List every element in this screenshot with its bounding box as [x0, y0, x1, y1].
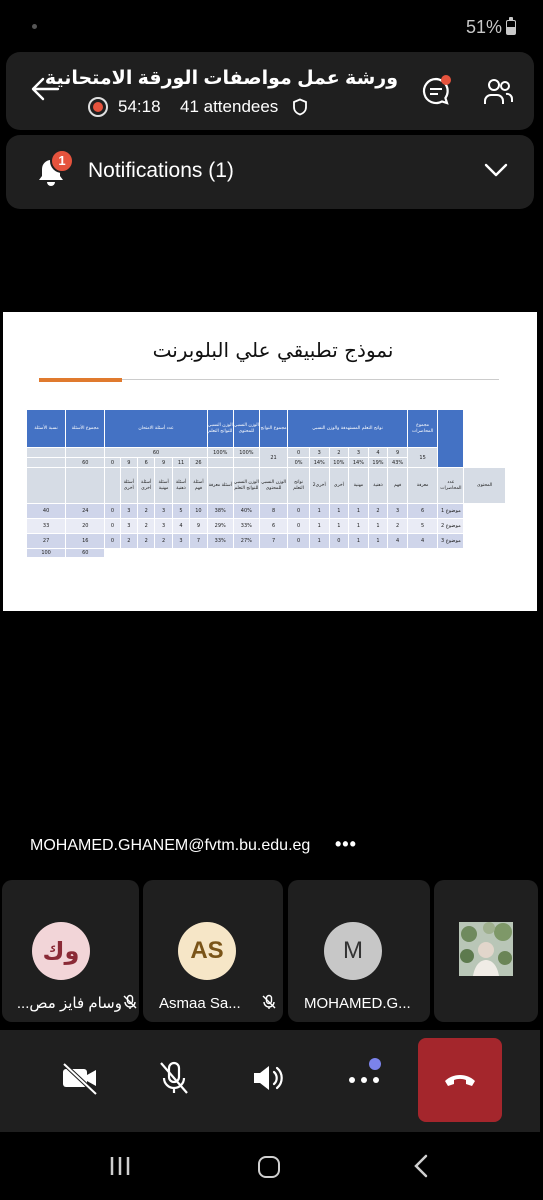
table-cell: 2	[368, 504, 388, 519]
table-cell: 1	[349, 534, 369, 549]
table-cell: 2	[155, 534, 172, 549]
table-cell: 2	[120, 534, 137, 549]
call-controls	[0, 1030, 540, 1132]
table-totals-row	[27, 549, 506, 558]
table-label-cell: أسئلة معرفة	[207, 468, 233, 504]
notifications-bar[interactable]	[6, 135, 534, 209]
table-cell: 9	[155, 458, 172, 468]
avatar: وك	[32, 922, 90, 980]
table-cell: 6	[407, 504, 437, 519]
table-cell: 27%	[233, 534, 259, 549]
meeting-timer: 54:18	[118, 97, 161, 116]
participant-tile[interactable]	[2, 880, 139, 1022]
table-weights-row	[27, 448, 506, 458]
chevron-down-icon[interactable]	[484, 162, 508, 178]
table-cell: 1	[368, 519, 388, 534]
table-cell: 0	[288, 534, 310, 549]
table-cell: 2	[388, 519, 408, 534]
table-cell: 33	[27, 519, 66, 534]
table-cell: 24	[66, 504, 105, 519]
table-row	[27, 534, 506, 549]
participant-name: Asmaa Sa...	[159, 995, 241, 1012]
table-label-cell: أخري2	[309, 468, 329, 504]
table-cell: 10%	[329, 458, 349, 468]
table-cell: 7	[190, 534, 207, 549]
status-dot	[32, 24, 37, 29]
chat-icon[interactable]	[418, 74, 454, 110]
table-label-row	[27, 468, 506, 504]
table-cell: 3	[155, 519, 172, 534]
table-cell: 3	[120, 504, 137, 519]
table-cell: 14%	[309, 458, 329, 468]
table-cell: 9	[190, 519, 207, 534]
table-cell: 0%	[288, 458, 310, 468]
table-header-cell: الوزن النسبي للنواتج التعلم	[207, 410, 233, 448]
table-header-cell: عدد أسئلة الامتحان	[105, 410, 207, 448]
table-cell: 1	[349, 519, 369, 534]
participant-name: وسام فايز مص...	[16, 995, 122, 1012]
table-cell: 4	[172, 519, 189, 534]
avatar: AS	[178, 922, 236, 980]
table-header-cell: نواتج التعلم المستهدفة والوزن النسبي	[288, 410, 408, 448]
table-header-cell	[438, 410, 464, 468]
table-cell: 3	[155, 504, 172, 519]
hang-up-button[interactable]	[418, 1038, 502, 1122]
table-cell: 0	[329, 534, 349, 549]
table-label-cell: المحتوى	[464, 468, 506, 504]
table-cell: موضوع 1	[438, 504, 464, 519]
table-header-cell: مجموع النواتج	[259, 410, 287, 448]
table-cell: 38%	[207, 504, 233, 519]
table-cell: 1	[309, 504, 329, 519]
table-cell: 1	[309, 534, 329, 549]
table-cell: 5	[407, 519, 437, 534]
table-cell: 8	[259, 504, 287, 519]
table-label-cell: أسئلة مهنية	[155, 468, 172, 504]
table-cell: 0	[288, 448, 310, 458]
status-bar	[0, 0, 540, 52]
self-avatar-photo	[459, 922, 513, 976]
table-cell: 5	[172, 504, 189, 519]
table-cell: 14%	[349, 458, 369, 468]
people-icon[interactable]	[482, 76, 514, 108]
table-header-cell: مجموع الأسئلة	[66, 410, 105, 448]
table-cell: 33%	[207, 534, 233, 549]
slide-accent-bar	[39, 378, 122, 382]
speaker-icon[interactable]	[244, 1054, 292, 1102]
more-options-badge	[369, 1058, 381, 1070]
table-cell: 3	[309, 448, 329, 458]
table-label-cell: أسئلة فهم	[190, 468, 207, 504]
table-cell: 2	[329, 448, 349, 458]
attendee-count[interactable]: 41 attendees	[180, 97, 279, 116]
table-cell: 0	[105, 504, 120, 519]
table-label-cell: الوزن النسبي للنواتج التعلم	[233, 468, 259, 504]
table-label-cell: نواتج التعلم	[288, 468, 310, 504]
table-cell: 11	[172, 458, 189, 468]
table-cell: 9	[120, 458, 137, 468]
table-label-cell: مهنية	[349, 468, 369, 504]
table-header-row	[27, 410, 506, 448]
table-header-cell: نسبة الأسئلة	[27, 410, 66, 448]
table-cell: 19%	[368, 458, 388, 468]
table-cell: 100	[27, 549, 66, 558]
hang-up-icon	[442, 1068, 478, 1092]
notification-badge: 1	[50, 149, 74, 173]
table-label-cell: أسئلة أخرى	[120, 468, 137, 504]
table-label-cell: عدد المحاضرات	[438, 468, 464, 504]
notifications-label: Notifications (1)	[88, 159, 234, 182]
table-cell: 1	[368, 534, 388, 549]
table-cell: 4	[368, 448, 388, 458]
table-label-cell: أخري	[329, 468, 349, 504]
recording-icon	[88, 97, 108, 117]
table-cell: 3	[172, 534, 189, 549]
participant-name: MOHAMED.G...	[304, 995, 411, 1012]
presenter-name: MOHAMED.GHANEM@fvtm.bu.edu.eg	[30, 837, 311, 854]
table-label-cell: فهم	[388, 468, 408, 504]
table-cell: موضوع 3	[438, 534, 464, 549]
home-icon[interactable]	[258, 1156, 280, 1178]
battery-icon	[506, 20, 516, 35]
table-cell: 0	[288, 504, 310, 519]
table-cell: 0	[105, 534, 120, 549]
slide-title: نموذج تطبيقي علي البلوبرنت	[152, 338, 394, 362]
table-cell: 40%	[233, 504, 259, 519]
table-row	[27, 504, 506, 519]
table-cell: 3	[120, 519, 137, 534]
self-video-tile[interactable]	[434, 880, 538, 1022]
table-label-cell: الوزن النسبي للمحتوى	[259, 468, 287, 504]
shield-icon	[292, 98, 308, 116]
table-cell: 1	[329, 519, 349, 534]
table-cell: 7	[259, 534, 287, 549]
table-cell: موضوع 2	[438, 519, 464, 534]
table-label-cell: أسئلة أخري	[137, 468, 154, 504]
table-label-cell: أسئلة ذهنية	[172, 468, 189, 504]
table-cell: 4	[407, 534, 437, 549]
table-cell: 16	[66, 534, 105, 549]
more-options-icon[interactable]	[340, 1054, 388, 1102]
blueprint-table	[26, 409, 506, 558]
table-cell: 1	[349, 504, 369, 519]
recent-apps-icon[interactable]	[108, 1156, 132, 1176]
table-cell: 6	[137, 458, 154, 468]
table-cell: 6	[259, 519, 287, 534]
table-cell: 9	[388, 448, 408, 458]
participant-tile[interactable]	[288, 880, 430, 1022]
table-cell: 26	[190, 458, 207, 468]
mic-off-icon[interactable]	[150, 1054, 198, 1102]
table-cell: 43%	[388, 458, 408, 468]
table-cell: 60	[66, 458, 105, 468]
table-cell: 1	[309, 519, 329, 534]
shared-slide	[3, 312, 537, 611]
android-nav-bar	[0, 1132, 540, 1200]
table-header-cell: الوزن النسبي للمحتوى	[233, 410, 259, 448]
table-cell: 29%	[207, 519, 233, 534]
camera-off-icon[interactable]	[56, 1054, 104, 1102]
table-label-cell: معرفة	[407, 468, 437, 504]
table-cell: 4	[388, 534, 408, 549]
table-header-cell: مجموع المحاضرات	[407, 410, 437, 448]
table-cell: 20	[66, 519, 105, 534]
table-label-cell: ذهنية	[368, 468, 388, 504]
table-cell: 27	[27, 534, 66, 549]
table-cell: 33%	[233, 519, 259, 534]
participant-tile[interactable]	[143, 880, 283, 1022]
table-cell: 21	[259, 448, 287, 468]
back-icon[interactable]	[410, 1154, 434, 1178]
table-cell: 3	[388, 504, 408, 519]
table-cell: 1	[329, 504, 349, 519]
presenter-more-button[interactable]: •••	[335, 834, 357, 854]
table-cell: 100%	[207, 448, 233, 458]
table-cell: 3	[349, 448, 369, 458]
table-cell: 100%	[233, 448, 259, 458]
table-cell: 0	[105, 519, 120, 534]
table-cell: 40	[27, 504, 66, 519]
mic-off-icon	[261, 994, 277, 1010]
table-cell: 60	[105, 448, 207, 458]
meeting-title: ورشة عمل مواصفات الورقة الامتحانية	[44, 68, 398, 89]
table-cell: 2	[137, 519, 154, 534]
avatar: M	[324, 922, 382, 980]
table-cell: 2	[137, 534, 154, 549]
table-row	[27, 519, 506, 534]
table-cell: 10	[190, 504, 207, 519]
table-cell: 2	[137, 504, 154, 519]
meeting-header	[6, 52, 534, 130]
table-cell: 0	[105, 458, 120, 468]
table-cell: 0	[288, 519, 310, 534]
mic-off-icon	[122, 994, 138, 1010]
table-cell: 60	[66, 549, 105, 558]
battery-percentage: 51%	[465, 17, 502, 37]
table-cell: 15	[407, 448, 437, 468]
